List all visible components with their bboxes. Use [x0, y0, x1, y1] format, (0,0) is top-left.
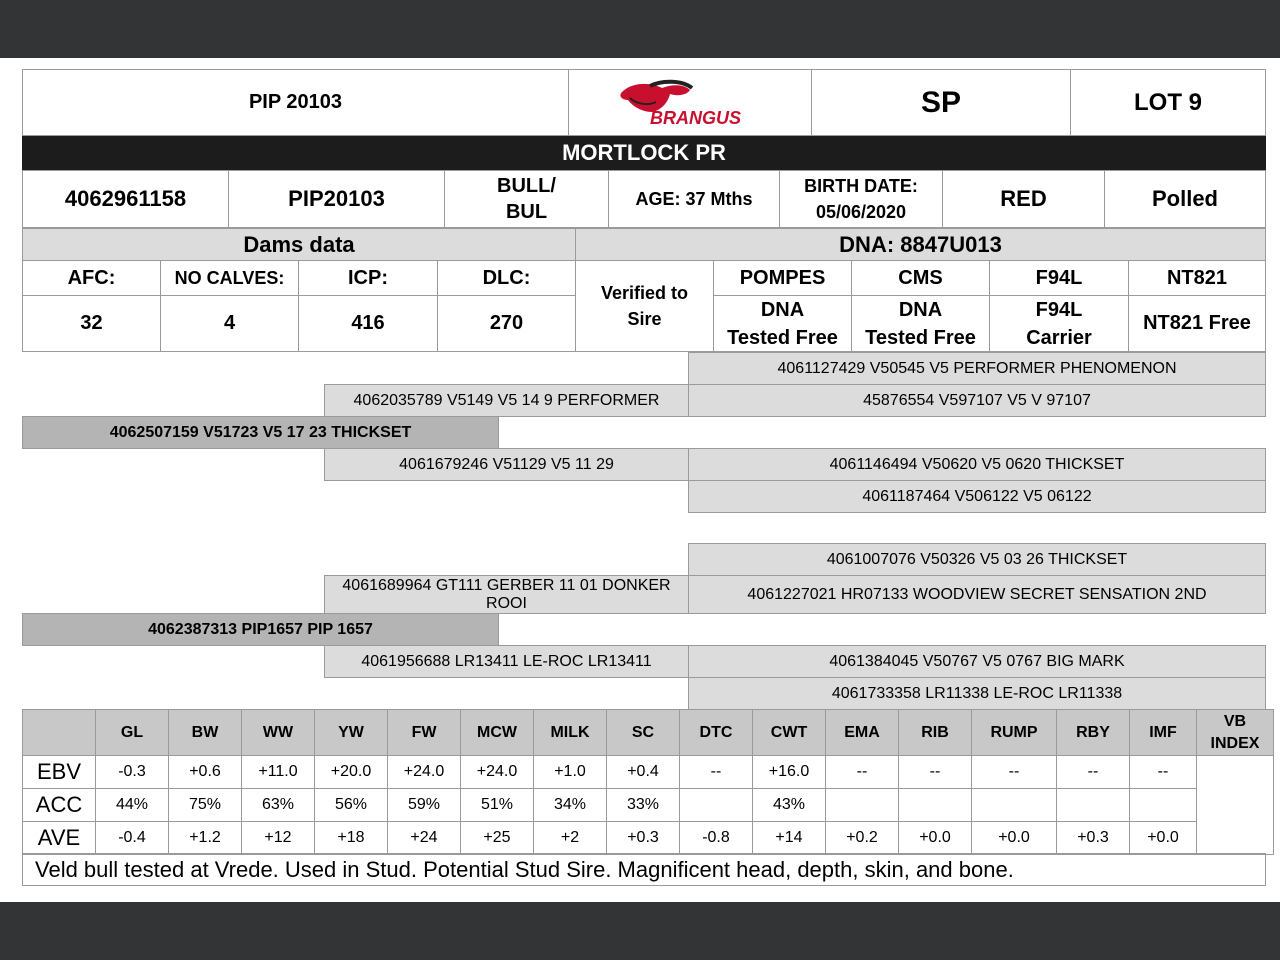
ave-cell: +25: [461, 822, 534, 855]
ebv-cell: +0.6: [169, 756, 242, 789]
dna-result-f94l: F94L Carrier: [989, 295, 1129, 352]
remarks: Veld bull tested at Vrede. Used in Stud. Potential Stud Sire. Magnificent head, depth, skin, and bone.: [22, 853, 1266, 886]
lot-number: LOT 9: [1070, 69, 1266, 136]
ebv-cell: +24.0: [461, 756, 534, 789]
pedigree-sire: 4062507159 V51723 V5 17 23 THICKSET: [22, 416, 499, 449]
ave-cell: +24: [388, 822, 461, 855]
pedigree-dam-sire-sire: 4061007076 V50326 V5 03 26 THICKSET: [688, 543, 1266, 576]
ave-cell: +0.3: [1057, 822, 1130, 855]
ave-cell: +18: [315, 822, 388, 855]
dlc-value: 270: [437, 295, 576, 352]
ave-row-label: AVE: [23, 822, 96, 855]
pedigree-dam-dam-sire: 4061384045 V50767 V5 0767 BIG MARK: [688, 645, 1266, 678]
icp-value: 416: [298, 295, 438, 352]
ave-cell: +0.2: [826, 822, 899, 855]
acc-cell: 33%: [607, 789, 680, 822]
top-frame: [0, 0, 1280, 58]
animal-code: PIP20103: [228, 170, 445, 228]
ebv-cell: --: [1130, 756, 1197, 789]
pedigree-dam-sire: 4061689964 GT111 GERBER 11 01 DONKER ROOI: [324, 575, 689, 614]
ave-cell: +0.0: [899, 822, 972, 855]
ebv-header-fw: FW: [388, 710, 461, 756]
pedigree-dam-sire-dam: 4061227021 HR07133 WOODVIEW SECRET SENSATION 2ND: [688, 575, 1266, 614]
acc-cell: [972, 789, 1057, 822]
animal-id: 4062961158: [22, 170, 229, 228]
ebv-cell: --: [680, 756, 753, 789]
ebv-header-sc: SC: [607, 710, 680, 756]
pedigree-sire-sire: 4062035789 V5149 V5 14 9 PERFORMER: [324, 384, 689, 417]
dna-test-f94l: F94L: [989, 260, 1129, 296]
ebv-table: [22, 709, 1274, 855]
no-calves-label: NO CALVES:: [160, 260, 299, 296]
ebv-header-imf: IMF: [1130, 710, 1197, 756]
ave-row: [23, 822, 1274, 855]
verified-to-sire: Verified to Sire: [575, 260, 714, 352]
ebv-header-rby: RBY: [1057, 710, 1130, 756]
ebv-cell: --: [972, 756, 1057, 789]
ebv-header-ww: WW: [242, 710, 315, 756]
ebv-header-row: [23, 710, 1274, 756]
pip-number: PIP 20103: [22, 69, 569, 136]
ebv-header-mcw: MCW: [461, 710, 534, 756]
dna-test-pompes: POMPES: [713, 260, 852, 296]
acc-cell: [1130, 789, 1197, 822]
acc-cell: 75%: [169, 789, 242, 822]
acc-cell: 63%: [242, 789, 315, 822]
age-label: AGE: 37 Mths: [608, 170, 780, 228]
pedigree-sire-dam: 4061679246 V51129 V5 11 29: [324, 448, 689, 481]
dlc-label: DLC:: [437, 260, 576, 296]
ebv-header-vb-index: VB INDEX: [1197, 710, 1274, 756]
ebv-cell: --: [899, 756, 972, 789]
ebv-header-rump: RUMP: [972, 710, 1057, 756]
pedigree-sire-dam-dam: 4061187464 V506122 V5 06122: [688, 480, 1266, 513]
pedigree-sire-sire-sire: 4061127429 V50545 V5 PERFORMER PHENOMENON: [688, 352, 1266, 385]
dna-result-pompes: DNA Tested Free: [713, 295, 852, 352]
acc-cell: 51%: [461, 789, 534, 822]
ebv-header-gl: GL: [96, 710, 169, 756]
ave-cell: +2: [534, 822, 607, 855]
pedigree-dam: 4062387313 PIP1657 PIP 1657: [22, 613, 499, 646]
ave-cell: -0.8: [680, 822, 753, 855]
logo-text: BRANGUS: [650, 107, 742, 128]
bull-head-icon: [610, 78, 770, 128]
ebv-cell: --: [826, 756, 899, 789]
dna-result-nt821: NT821 Free: [1128, 295, 1266, 352]
ebv-row-label: EBV: [23, 756, 96, 789]
ebv-cell: +20.0: [315, 756, 388, 789]
ebv-header-bw: BW: [169, 710, 242, 756]
dna-test-nt821: NT821: [1128, 260, 1266, 296]
dna-title: DNA: 8847U013: [575, 228, 1266, 261]
ebv-cell: +1.0: [534, 756, 607, 789]
acc-cell: 56%: [315, 789, 388, 822]
horn-status: Polled: [1104, 170, 1266, 228]
ave-cell: +0.3: [607, 822, 680, 855]
colour-label: RED: [942, 170, 1105, 228]
acc-cell: 34%: [534, 789, 607, 822]
acc-cell: [899, 789, 972, 822]
vb-index-cell: [1197, 756, 1274, 855]
dna-result-cms: DNA Tested Free: [851, 295, 990, 352]
ebv-header-yw: YW: [315, 710, 388, 756]
ebv-cell: --: [1057, 756, 1130, 789]
ebv-cell: -0.3: [96, 756, 169, 789]
acc-cell: 43%: [753, 789, 826, 822]
dna-test-cms: CMS: [851, 260, 990, 296]
acc-cell: 59%: [388, 789, 461, 822]
pedigree-sire-sire-dam: 45876554 V597107 V5 V 97107: [688, 384, 1266, 417]
ave-cell: +12: [242, 822, 315, 855]
ebv-header-dtc: DTC: [680, 710, 753, 756]
pedigree-dam-dam-dam: 4061733358 LR11338 LE-ROC LR11338: [688, 677, 1266, 710]
ave-cell: +14: [753, 822, 826, 855]
animal-name: MORTLOCK PR: [22, 136, 1266, 170]
icp-label: ICP:: [298, 260, 438, 296]
bottom-frame: [0, 902, 1280, 960]
birth-date: BIRTH DATE: 05/06/2020: [779, 170, 943, 228]
brangus-logo: [568, 69, 812, 136]
ave-cell: +0.0: [972, 822, 1057, 855]
acc-row-label: ACC: [23, 789, 96, 822]
no-calves-value: 4: [160, 295, 299, 352]
acc-cell: 44%: [96, 789, 169, 822]
acc-row: [23, 789, 1274, 822]
ave-cell: +1.2: [169, 822, 242, 855]
ebv-header-cwt: CWT: [753, 710, 826, 756]
acc-cell: [680, 789, 753, 822]
ebv-header-ema: EMA: [826, 710, 899, 756]
ebv-cell: +16.0: [753, 756, 826, 789]
afc-label: AFC:: [22, 260, 161, 296]
acc-cell: [1057, 789, 1130, 822]
dams-title: Dams data: [22, 228, 576, 261]
ebv-header-blank: [23, 710, 96, 756]
ebv-header-milk: MILK: [534, 710, 607, 756]
pedigree-sire-dam-sire: 4061146494 V50620 V5 0620 THICKSET: [688, 448, 1266, 481]
ebv-row: [23, 756, 1274, 789]
acc-cell: [826, 789, 899, 822]
ebv-cell: +24.0: [388, 756, 461, 789]
sex-label: BULL/ BUL: [444, 170, 609, 228]
ebv-cell: +11.0: [242, 756, 315, 789]
ebv-cell: +0.4: [607, 756, 680, 789]
ebv-header-rib: RIB: [899, 710, 972, 756]
ave-cell: +0.0: [1130, 822, 1197, 855]
ave-cell: -0.4: [96, 822, 169, 855]
sp-label: SP: [811, 69, 1071, 136]
pedigree-dam-dam: 4061956688 LR13411 LE-ROC LR13411: [324, 645, 689, 678]
afc-value: 32: [22, 295, 161, 352]
